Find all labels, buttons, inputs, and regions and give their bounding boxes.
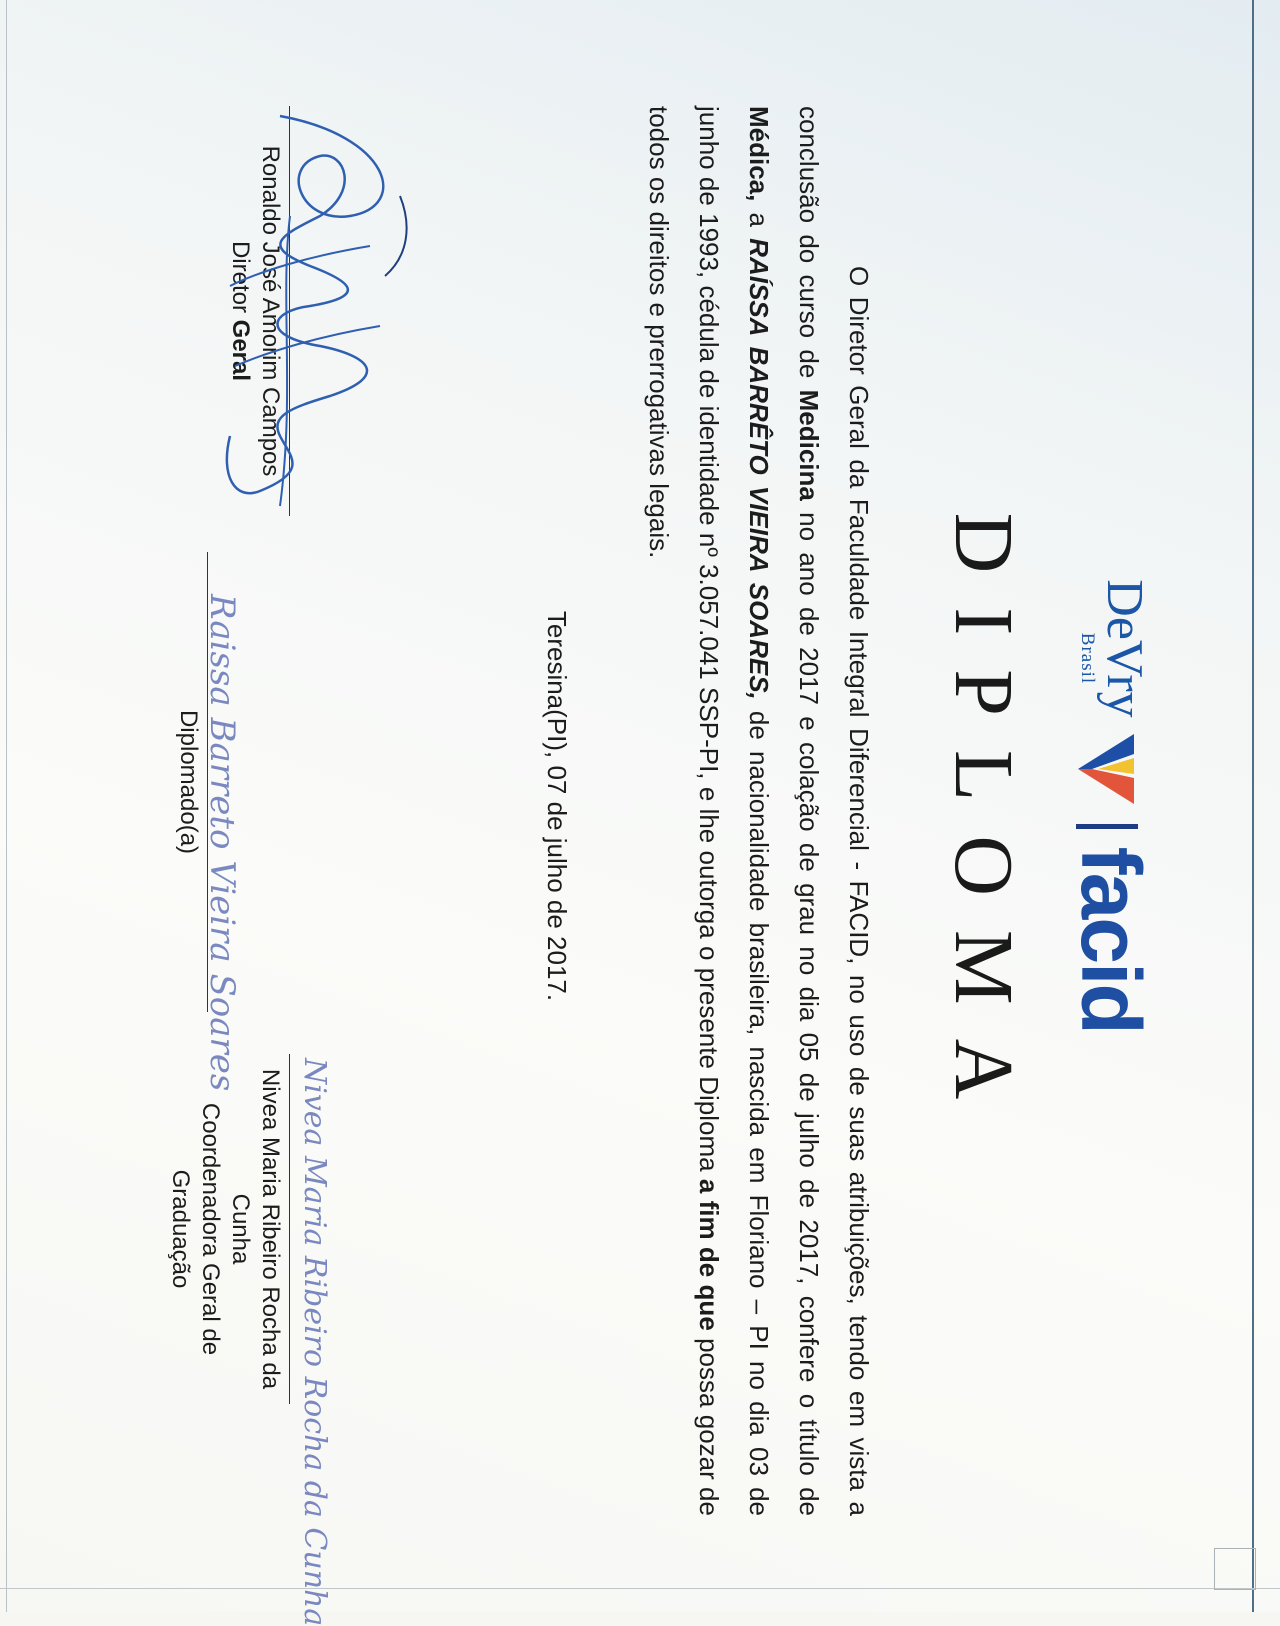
director-signature-block bbox=[225, 106, 290, 516]
body-text-5: no dia 03 de junho de 1993, cédula de identidade nº 3.057.041 SSP-PI, e lhe outorga o presente Diploma bbox=[694, 106, 774, 1516]
body-text-1: O Diretor Geral da Faculdade Integral Diferencial - FACID, no uso de suas atribuições, tendo em vista a conclusão do curso de bbox=[794, 106, 874, 1516]
coordinator-signature-line bbox=[289, 1054, 290, 1404]
scan-edge-right bbox=[1252, 0, 1254, 1612]
devry-v-icon bbox=[1076, 732, 1138, 806]
birthplace: Floriano – PI bbox=[744, 1194, 774, 1350]
scan-corner-mark bbox=[1214, 1548, 1256, 1590]
scan-edge-left bbox=[6, 0, 7, 1612]
body-text-7: possa gozar de todos os direitos e prerrogativas legais. bbox=[644, 106, 724, 1516]
body-text-3: a bbox=[744, 201, 774, 239]
diploma-title: DIPLOMA bbox=[937, 512, 1030, 1134]
coordinator-handwritten-signature: Nivea Maria Ribeiro Rocha da Cunha bbox=[297, 1058, 332, 1626]
body-text-2: no ano de 2017 e colação de grau no dia 05 de julho de 2017, confere o título de bbox=[794, 500, 824, 1516]
coordinator-signature-block bbox=[165, 1054, 290, 1404]
body-text-purpose: a fim de que bbox=[694, 1178, 724, 1331]
diploma-paragraph bbox=[634, 106, 884, 1516]
graduate-signature-line bbox=[207, 552, 208, 1012]
body-text-4: de nacionalidade brasileira, nascida em bbox=[744, 699, 774, 1195]
director-role bbox=[225, 106, 255, 516]
graduate-signature-block bbox=[173, 552, 208, 1012]
diploma-document bbox=[60, 26, 1220, 1626]
place-and-date: Teresina(PI), 07 de julho de 2017. bbox=[542, 610, 572, 1002]
director-name: Ronaldo José Amorim Campos bbox=[257, 145, 284, 477]
facid-wordmark: facid bbox=[1064, 846, 1158, 1033]
logo-divider bbox=[1076, 824, 1138, 829]
director-role-prefix: Diretor bbox=[227, 240, 254, 320]
graduate-handwritten-signature: Raissa Barreto Vieira Soares bbox=[202, 594, 242, 1092]
graduate-name: RAÍSSA BARRÊTO VIEIRA SOARES, bbox=[744, 238, 774, 700]
devry-brasil-label: Brasil bbox=[1077, 632, 1098, 685]
scan-edge-bottom bbox=[0, 1588, 1280, 1589]
director-role-bold: Geral bbox=[227, 319, 254, 382]
devry-logo bbox=[1076, 579, 1153, 718]
degree-title: Médica, bbox=[744, 106, 774, 202]
coordinator-role: Coordenadora Geral de Graduação bbox=[167, 1102, 224, 1356]
institution-logo bbox=[1064, 26, 1158, 1586]
director-signature-line bbox=[289, 106, 290, 516]
coordinator-name: Nivea Maria Ribeiro Rocha da Cunha bbox=[227, 1068, 284, 1390]
diploma-body bbox=[634, 106, 884, 1516]
graduate-role: Diplomado(a) bbox=[175, 709, 202, 855]
course-name: Medicina bbox=[794, 389, 824, 501]
devry-wordmark: DeVry bbox=[1096, 579, 1153, 718]
